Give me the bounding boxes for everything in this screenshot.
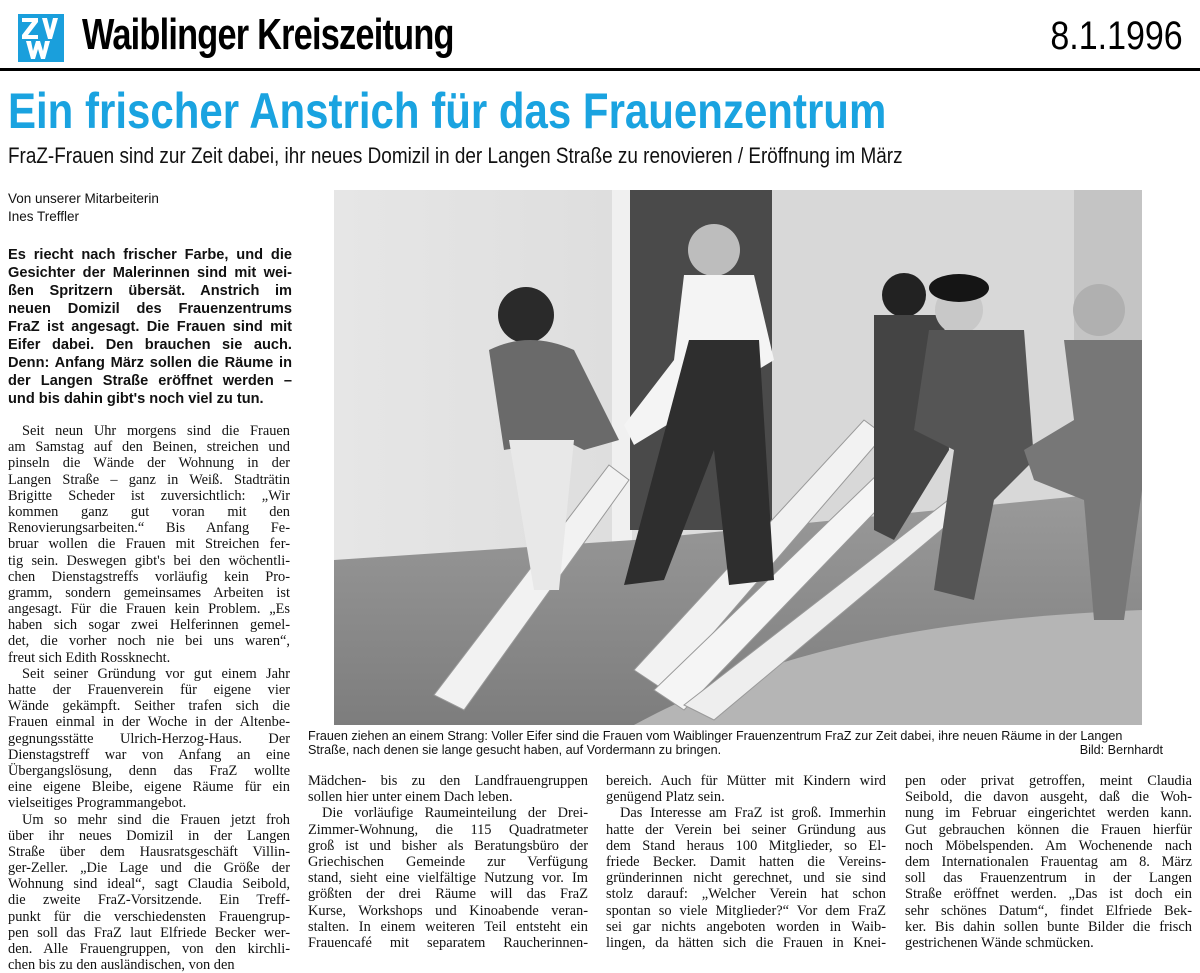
text-line: Brigitte Scheder ist zuversichtlich: „Wir — [8, 488, 290, 504]
text-line: freut sich Edith Rossknecht. — [8, 650, 290, 666]
text-line: Seibold, die davon ausgeht, daß die Woh- — [905, 789, 1192, 805]
text-line: dem Internationalen Frauentag am 8. März — [905, 854, 1192, 870]
text-line: hatte der Verein bei seiner Gründung aus — [606, 822, 886, 838]
text-line: Mädchen- bis zu den Landfrauengruppen — [308, 773, 588, 789]
text-line: Übergangslösung, denn das FraZ wollte — [8, 763, 290, 779]
text-line: stand, sieht eine vielfältige Nutzung vor. Im — [308, 870, 588, 886]
text-line: chen Dienstagstreffs vorläufig kein Pro- — [8, 569, 290, 585]
paragraph — [905, 773, 1192, 951]
text-line: spontan so viele Mitglieder?“ Vor dem FraZ — [606, 903, 886, 919]
text-line: Dienstagstreff war von Anfang an eine — [8, 747, 290, 763]
text-line: Um so mehr sind die Frauen jetzt froh — [8, 812, 290, 828]
lead-line: Eifer dabei. Den brauchen sie auch. — [8, 336, 292, 354]
text-line: gründerinnen nicht gerechnet, und sie sind — [606, 870, 886, 886]
text-line: sollen hier unter einem Dach leben. — [308, 789, 588, 805]
paragraph — [308, 773, 588, 805]
text-line: nung im Februar eingerichtet werden kann. — [905, 805, 1192, 821]
text-line: stalten. In einem weiteren Teil entsteht ein — [308, 919, 588, 935]
text-line: haben sich sogar zwei Helferinnen gemel- — [8, 617, 290, 633]
paragraph — [8, 423, 290, 666]
caption-line: Frauen ziehen an einem Strang: Voller Eifer sind die Frauen vom Waiblinger Frauenzentrum FraZ zur Zeit dabei, ihre neuen Räume in der Langen — [308, 729, 1163, 743]
text-line: gramm, sondern gemeinsames Arbeiten ist — [8, 585, 290, 601]
text-line: Wohnung sind ideal“, sagt Claudia Seibold, — [8, 876, 290, 892]
lead-line: Es riecht nach frischer Farbe, und die — [8, 246, 292, 264]
issue-date: 8.1.1996 — [1051, 14, 1183, 59]
text-line: stolz darauf: „Welcher Verein hat schon — [606, 886, 886, 902]
text-line: Straße eröffnet werden. „Das ist doch ein — [905, 886, 1192, 902]
text-line: punkt für die verschiedensten Frauengrup- — [8, 909, 290, 925]
paragraph — [606, 805, 886, 951]
text-line: eine eigene Bleibe, eigene Räume für ein — [8, 779, 290, 795]
author-name: Ines Treffler — [8, 208, 159, 226]
lead-line: FraZ ist angesagt. Die Frauen sind mit — [8, 318, 292, 336]
text-line: hatte der Frauenverein für eigene vier — [8, 682, 290, 698]
byline — [8, 190, 159, 226]
text-line: friede Becker. Damit hatten die Vereins- — [606, 854, 886, 870]
text-line: Kurse, Workshops und Kinoabende veran- — [308, 903, 588, 919]
photo-credit: Bild: Bernhardt — [308, 743, 1163, 757]
text-line: den. Alle Frauengruppen, von den kirchli- — [8, 941, 290, 957]
text-line: pen oder privat getroffen, meint Claudia — [905, 773, 1192, 789]
headline: Ein frischer Anstrich für das Frauenzentrum — [8, 82, 886, 140]
lead-paragraph — [8, 246, 292, 408]
paragraph — [8, 812, 290, 973]
text-line: Langen Straße – ganz in Weiß. Stadträtin — [8, 472, 290, 488]
newspaper-logo — [18, 14, 64, 62]
text-line: Renovierungsarbeiten.“ Bis Anfang Fe- — [8, 520, 290, 536]
text-line: genügend Platz sein. — [606, 789, 886, 805]
text-line: chen bis zu den ausländischen, von den — [8, 957, 290, 973]
text-line: dem Stand heraus 100 Mitglieder, so El- — [606, 838, 886, 854]
lead-line: Gesichter der Malerinnen sind mit wei- — [8, 264, 292, 282]
lead-line: ßen Spritzern übersät. Anstrich im — [8, 282, 292, 300]
article-column-2 — [308, 773, 588, 951]
lead-line: der Langen Straße eröffnet werden – — [8, 372, 292, 390]
text-line: kommen ganz gut voran mit den — [8, 504, 290, 520]
subheadline: FraZ-Frauen sind zur Zeit dabei, ihr neues Domizil in der Langen Straße zu renovieren / Eröffnung im März — [8, 143, 903, 169]
text-line: soll das Frauenzentrum in der Langen — [905, 870, 1192, 886]
text-line: sei gar nichts angeboten worden in Waib- — [606, 919, 886, 935]
text-line: vielseitiges Programmangebot. — [8, 795, 290, 811]
text-line: größten der drei Räume will das FraZ — [308, 886, 588, 902]
newspaper-name: Waiblinger Kreiszeitung — [82, 10, 454, 60]
text-line: Frauencafé mit separatem Raucherinnen- — [308, 935, 588, 951]
text-line: gegnungsstätte Ulrich-Herzog-Haus. Der — [8, 731, 290, 747]
lead-line: Denn: Anfang März sollen die Räume in — [8, 354, 292, 372]
paragraph — [606, 773, 886, 805]
text-line: am Samstag auf den Beinen, streichen und — [8, 439, 290, 455]
text-line: tig sein. Deswegen gibt's bei den wöchentli- — [8, 553, 290, 569]
paragraph — [308, 805, 588, 951]
text-line: det, die vorher noch nie bei uns waren“, — [8, 633, 290, 649]
article-column-3 — [606, 773, 886, 951]
paragraph — [8, 666, 290, 812]
text-line: Das Interesse am FraZ ist groß. Immerhin — [606, 805, 886, 821]
lead-line: und bis dahin gibt's noch viel zu tun. — [8, 390, 292, 408]
text-line: ger-Zeller. „Die Lage und die Größe der — [8, 860, 290, 876]
text-line: bereich. Auch für Mütter mit Kindern wird — [606, 773, 886, 789]
text-line: Seit seiner Gründung vor gut einem Jahr — [8, 666, 290, 682]
text-line: Gut gebrauchen können die Frauen hierfür — [905, 822, 1192, 838]
text-line: sehr schönes Datum“, findet Elfriede Bek- — [905, 903, 1192, 919]
text-line: angesagt. Für die Frauen kein Problem. „Es — [8, 601, 290, 617]
text-line: die zweite FraZ-Vorsitzende. Ein Treff- — [8, 892, 290, 908]
lead-line: neuen Domizil des Frauenzentrums — [8, 300, 292, 318]
text-line: Griechischen Gemeinde zur Verfügung — [308, 854, 588, 870]
text-line: über ihr neues Domizil in der Langen — [8, 828, 290, 844]
text-line: Wände gekämpft. Seither trafen sich die — [8, 698, 290, 714]
text-line: lingen, da hätten sich die Frauen in Knei- — [606, 935, 886, 951]
masthead-rule — [0, 68, 1200, 71]
text-line: groß ist und bisher als Beratungsbüro der — [308, 838, 588, 854]
text-line: bruar wollen die Frauen mit Streichen fer- — [8, 536, 290, 552]
article-column-4 — [905, 773, 1192, 951]
text-line: noch Möbelspenden. Am Wochenende nach — [905, 838, 1192, 854]
text-line: Zimmer-Wohnung, die 115 Quadratmeter — [308, 822, 588, 838]
article-column-1 — [8, 423, 290, 973]
text-line: pen soll das FraZ laut Elfriede Becker wer- — [8, 925, 290, 941]
photo-caption — [308, 729, 1163, 757]
article-photo — [334, 190, 1142, 725]
text-line: pinseln die Wände der Wohnung in der — [8, 455, 290, 471]
byline-line: Von unserer Mitarbeiterin — [8, 190, 159, 208]
text-line: Seit neun Uhr morgens sind die Frauen — [8, 423, 290, 439]
text-line: ker. Bis dahin sollen bunte Bilder die frisch — [905, 919, 1192, 935]
text-line: Die vorläufige Raumeinteilung der Drei- — [308, 805, 588, 821]
text-line: Frauen einmal in der Woche in der Altenbe- — [8, 714, 290, 730]
text-line: Straße über dem Hausratsgeschäft Villin- — [8, 844, 290, 860]
text-line: gestrichenen Wände schmücken. — [905, 935, 1192, 951]
caption-line: Straße, nach denen sie lange gesucht haben, auf Vordermann zu bringen. — [308, 743, 1163, 757]
